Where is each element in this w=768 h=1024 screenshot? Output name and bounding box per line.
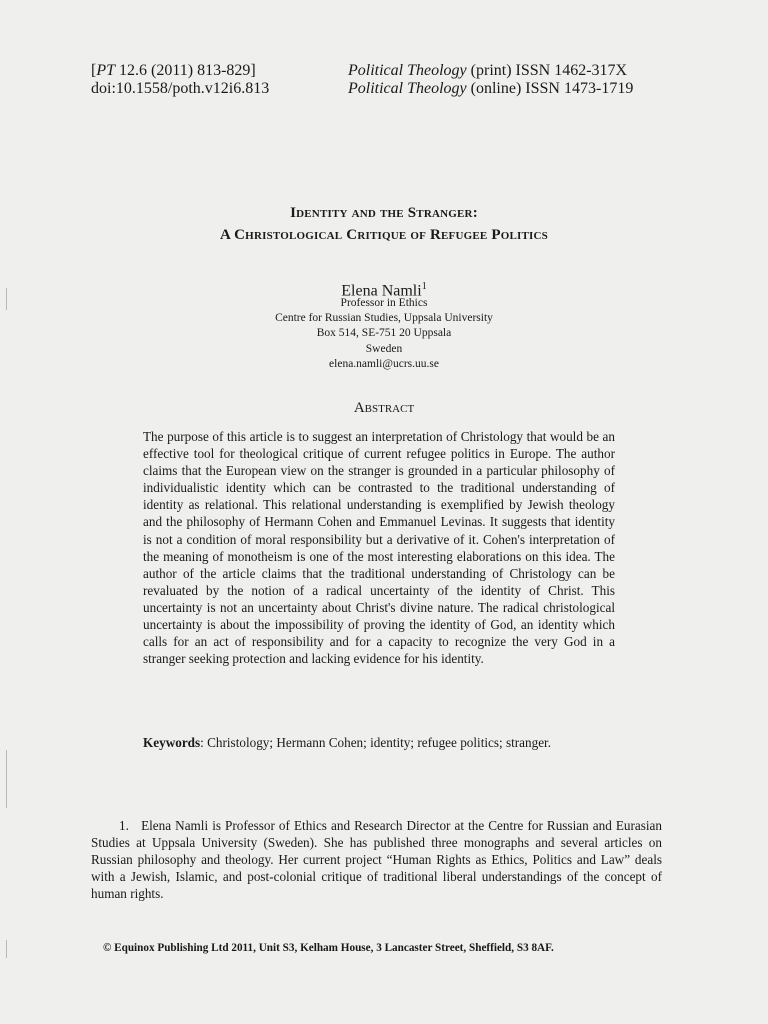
- journal-abbrev: PT: [96, 62, 115, 79]
- author-name: Elena Namli$^1$: [341, 281, 427, 300]
- citation-line: [PT 12.6 (2011) 813-829]: [91, 62, 256, 79]
- issn-header: [348, 62, 633, 98]
- abstract-text: The purpose of this article is to suggest an interpretation of Christology that would be an effective tool for theological critique of current refugee politics in Europe. The author claims that the European view on the stranger is grounded in a particular philosophy of individualistic identity which can be contrasted to the traditional understanding of identity as relational. This relational understanding is exemplified by Jewish theology and the philosophy of Hermann Cohen and Emmanuel Levinas. It suggests that identity is not a condition of moral responsibility but a derivative of it. Cohen's interpretation of the meaning of monotheism is one of the most interesting elaborations on this idea. The author of the article claims that the traditional understanding of Christology can be revaluated by the notion of a radical uncertainty of the identity of Christ. This uncertainty is not an uncertainty about Christ's divine nature. The radical christological uncertainty is about the impossibility of proving the identity of God, an identity which calls for an act of responsibility and for a capacity to recognize the very God in a stranger seeking protection and lacking evidence for his identity.: [143, 429, 615, 667]
- article-title: Identity and the Stranger: A Christological Critique of Refugee Politics: [220, 205, 548, 243]
- keywords: Keywords: Christology; Hermann Cohen; identity; refugee politics; stranger.: [143, 735, 552, 750]
- issn-online: Political Theology (online) ISSN 1473-1719: [348, 80, 634, 97]
- author-email: elena.namli@ucrs.uu.se: [329, 357, 439, 370]
- citation-header: [91, 62, 269, 98]
- issn-print: Political Theology (print) ISSN 1462-317X: [348, 62, 628, 79]
- abstract-heading: Abstract: [353, 400, 415, 416]
- scan-edge-mark: [6, 750, 7, 808]
- keywords-label: Keywords: [143, 735, 201, 750]
- footnote: 1. Elena Namli is Professor of Ethics and Research Director at the Centre for Russian and Eurasian Studies at Uppsala University (Sweden). She has published three monographs and several articles on Russian philosophy and theology. Her current project “Human Rights as Ethics, Politics and Law” deals with a Jewish, Islamic, and post-colonial critique of traditional liberal understandings of the concept of human rights.: [91, 818, 662, 902]
- doi: doi:10.1558/poth.v12i6.813: [91, 80, 270, 97]
- author-affiliation: Professor in Ethics Centre for Russian Studies, Uppsala University Box 514, SE-751 20 Uppsala Sweden elena.namli@ucrs.uu.se: [0, 296, 768, 372]
- scan-edge-mark: [6, 940, 7, 958]
- copyright-notice: © Equinox Publishing Ltd 2011, Unit S3, Kelham House, 3 Lancaster Street, Sheffield, S3 8AF.: [103, 942, 554, 954]
- footnote-ref: 1: [421, 281, 427, 292]
